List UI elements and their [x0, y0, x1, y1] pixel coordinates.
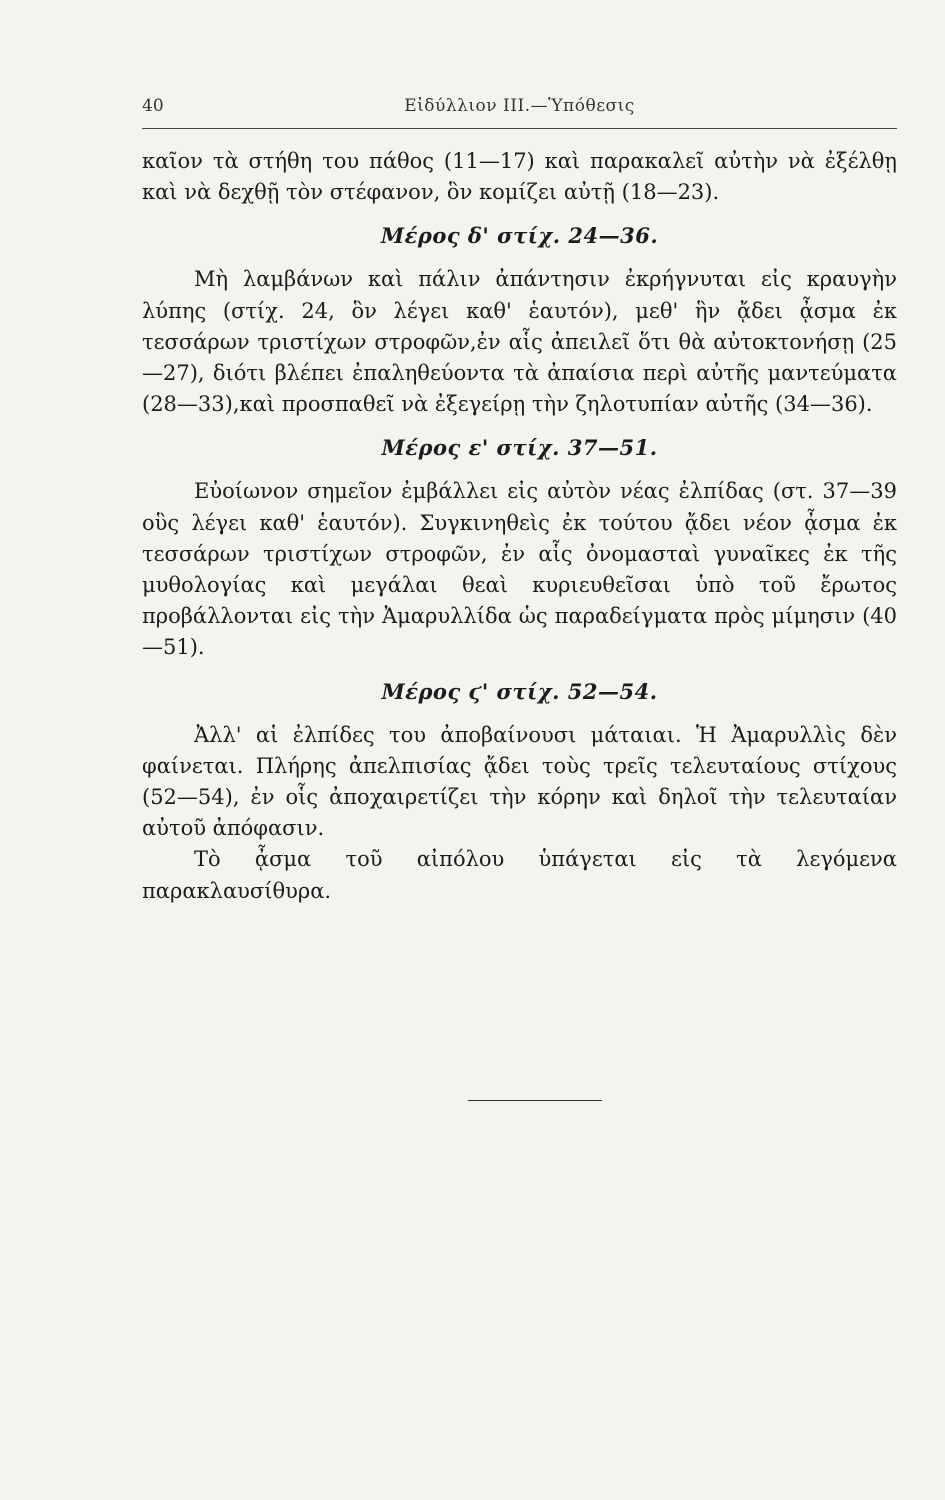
- section-heading-part-6: Μέρος ϛ' στίχ. 52—54.: [381, 678, 658, 704]
- paragraph-intro-continuation: καῖον τὰ στήθη του πάθος (11—17) καὶ παρακαλεῖ αὐτὴν νὰ ἐξέλθῃ καὶ νὰ δεχθῇ τὸν στέφανον, ὃν κομίζει αὐτῇ (18—23).: [142, 149, 897, 205]
- section-heading-part-5: Μέρος ε' στίχ. 37—51.: [381, 435, 658, 461]
- running-title: Εἰδύλλιον ΙΙΙ.—Ὑπόθεσις: [404, 96, 635, 116]
- section-heading-part-4: Μέρος δ' στίχ. 24—36.: [380, 223, 659, 249]
- page-body: [142, 146, 897, 907]
- paragraph-part-4: Μὴ λαμβάνων καὶ πάλιν ἀπάντησιν ἐκρήγνυται εἰς κραυγὴν λύπης (στίχ. 24, ὃν λέγει καθ' ἑαυτόν), μεθ' ἣν ᾄδει ᾆσμα ἐκ τεσσάρων τριστίχων στροφῶν,ἐν αἷς ἀπειλεῖ ὅτι θὰ αὐτοκτονήσῃ (25—27), διότι βλέπει ἐπαληθεύοντα τὰ ἀπαίσια περὶ αὐτῆς μαντεύματα (28—33),καὶ προσπαθεῖ νὰ ἐξεγείρῃ τὴν ζηλοτυπίαν αὐτῆς (34—36).: [142, 267, 897, 417]
- paragraph-part-6: Ἀλλ' αἱ ἐλπίδες του ἀποβαίνουσι μάταιαι. Ἡ Ἀμαρυλλὶς δὲν φαίνεται. Πλήρης ἀπελπισίας ᾄδει τοὺς τρεῖς τελευταίους στίχους (52—54), ἐν οἷς ἀποχαιρετίζει τὴν κόρην καὶ δηλοῖ τὴν τελευταίαν αὐτοῦ ἀπόφασιν.: [142, 722, 897, 841]
- paragraph-closing: Τὸ ᾆσμα τοῦ αἰπόλου ὑπάγεται εἰς τὰ λεγόμενα παρακλαυσίθυρα.: [142, 847, 897, 903]
- paragraph-part-5: Εὐοίωνον σημεῖον ἐμβάλλει εἰς αὐτὸν νέας ἐλπίδας (στ. 37—39 οὓς λέγει καθ' ἑαυτόν). Συγκινηθεὶς ἐκ τούτου ᾄδει νέον ᾆσμα ἐκ τεσσάρων τριστίχων στροφῶν, ἐν αἷς ὀνομασταὶ γυναῖκες ἐκ τῆς μυθολογίας καὶ μεγάλαι θεαὶ κυριευθεῖσαι ὑπὸ τοῦ ἔρωτος προβάλλονται εἰς τὴν Ἀμαρυλλίδα ὡς παραδείγματα πρὸς μίμησιν (40—51).: [142, 479, 897, 660]
- page-header: [142, 96, 897, 126]
- header-rule: [142, 128, 897, 129]
- page-number: 40: [142, 96, 164, 116]
- end-of-section-rule: [468, 1100, 602, 1101]
